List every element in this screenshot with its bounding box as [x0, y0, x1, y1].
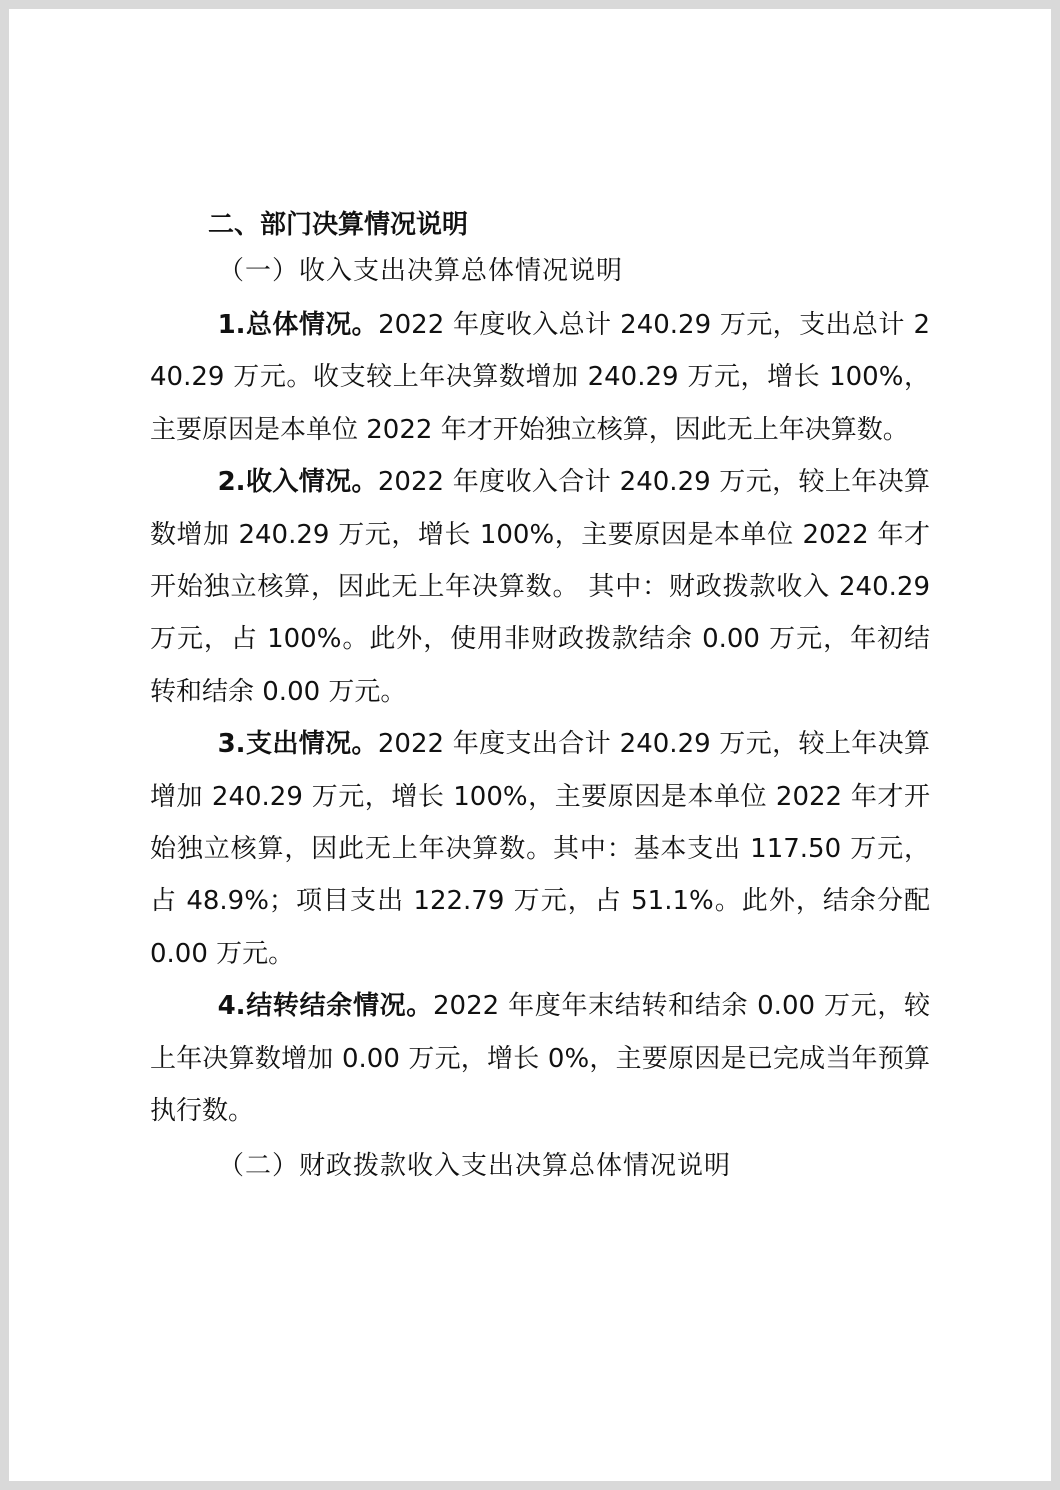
section-heading: 二、部门决算情况说明 — [208, 210, 469, 240]
paragraph-text: 2022 年度支出合计 240.29 万元，较上年决算增加 240.29 万元，增长 100%，主要原因是本单位 2022 年才开始独立核算，因此无上年决算数。其中：基本支出 117.50 万元，占 48.9%；项目支出 122.79 万元，占 51.1%。此外，结余分配 0.00 万元。 — [150, 729, 931, 969]
document-page — [9, 9, 1051, 1481]
paragraph-expenditure — [150, 718, 930, 980]
paragraph-lead: 2.收入情况。 — [217, 467, 378, 498]
paragraph-text: 2022 年度收入合计 240.29 万元，较上年决算数增加 240.29 万元，增长 100%，主要原因是本单位 2022 年才开始独立核算，因此无上年决算数。 其中：财政拨款收入 240.29 万元，占 100%。此外，使用非财政拨款结余 0.00 万元，年初结转和结余 0.00 万元。 — [150, 467, 931, 707]
subsection-title-2: （二）财政拨款收入支出决算总体情况说明 — [218, 1150, 732, 1181]
paragraph-text: 2022 年度收入总计 240.29 万元，支出总计 240.29 万元。收支较上年决算数增加 240.29 万元，增长 100%，主要原因是本单位 2022 年才开始独立核算，因此无上年决算数。 — [150, 310, 930, 445]
paragraph-text: 2022 年度年末结转和结余 0.00 万元，较上年决算数增加 0.00 万元，增长 0%，主要原因是已完成当年预算执行数。 — [150, 991, 930, 1127]
paragraph-lead: 1.总体情况。 — [217, 310, 379, 340]
paragraph-lead: 4.结转结余情况。 — [217, 991, 433, 1022]
document-body — [150, 205, 930, 1192]
paragraph-carryover — [150, 980, 930, 1137]
paragraph-lead: 3.支出情况。 — [217, 729, 378, 760]
paragraph-income — [150, 456, 930, 718]
paragraph-overall — [150, 299, 930, 456]
subsection-title-1: （一）收入支出决算总体情况说明 — [218, 256, 624, 286]
